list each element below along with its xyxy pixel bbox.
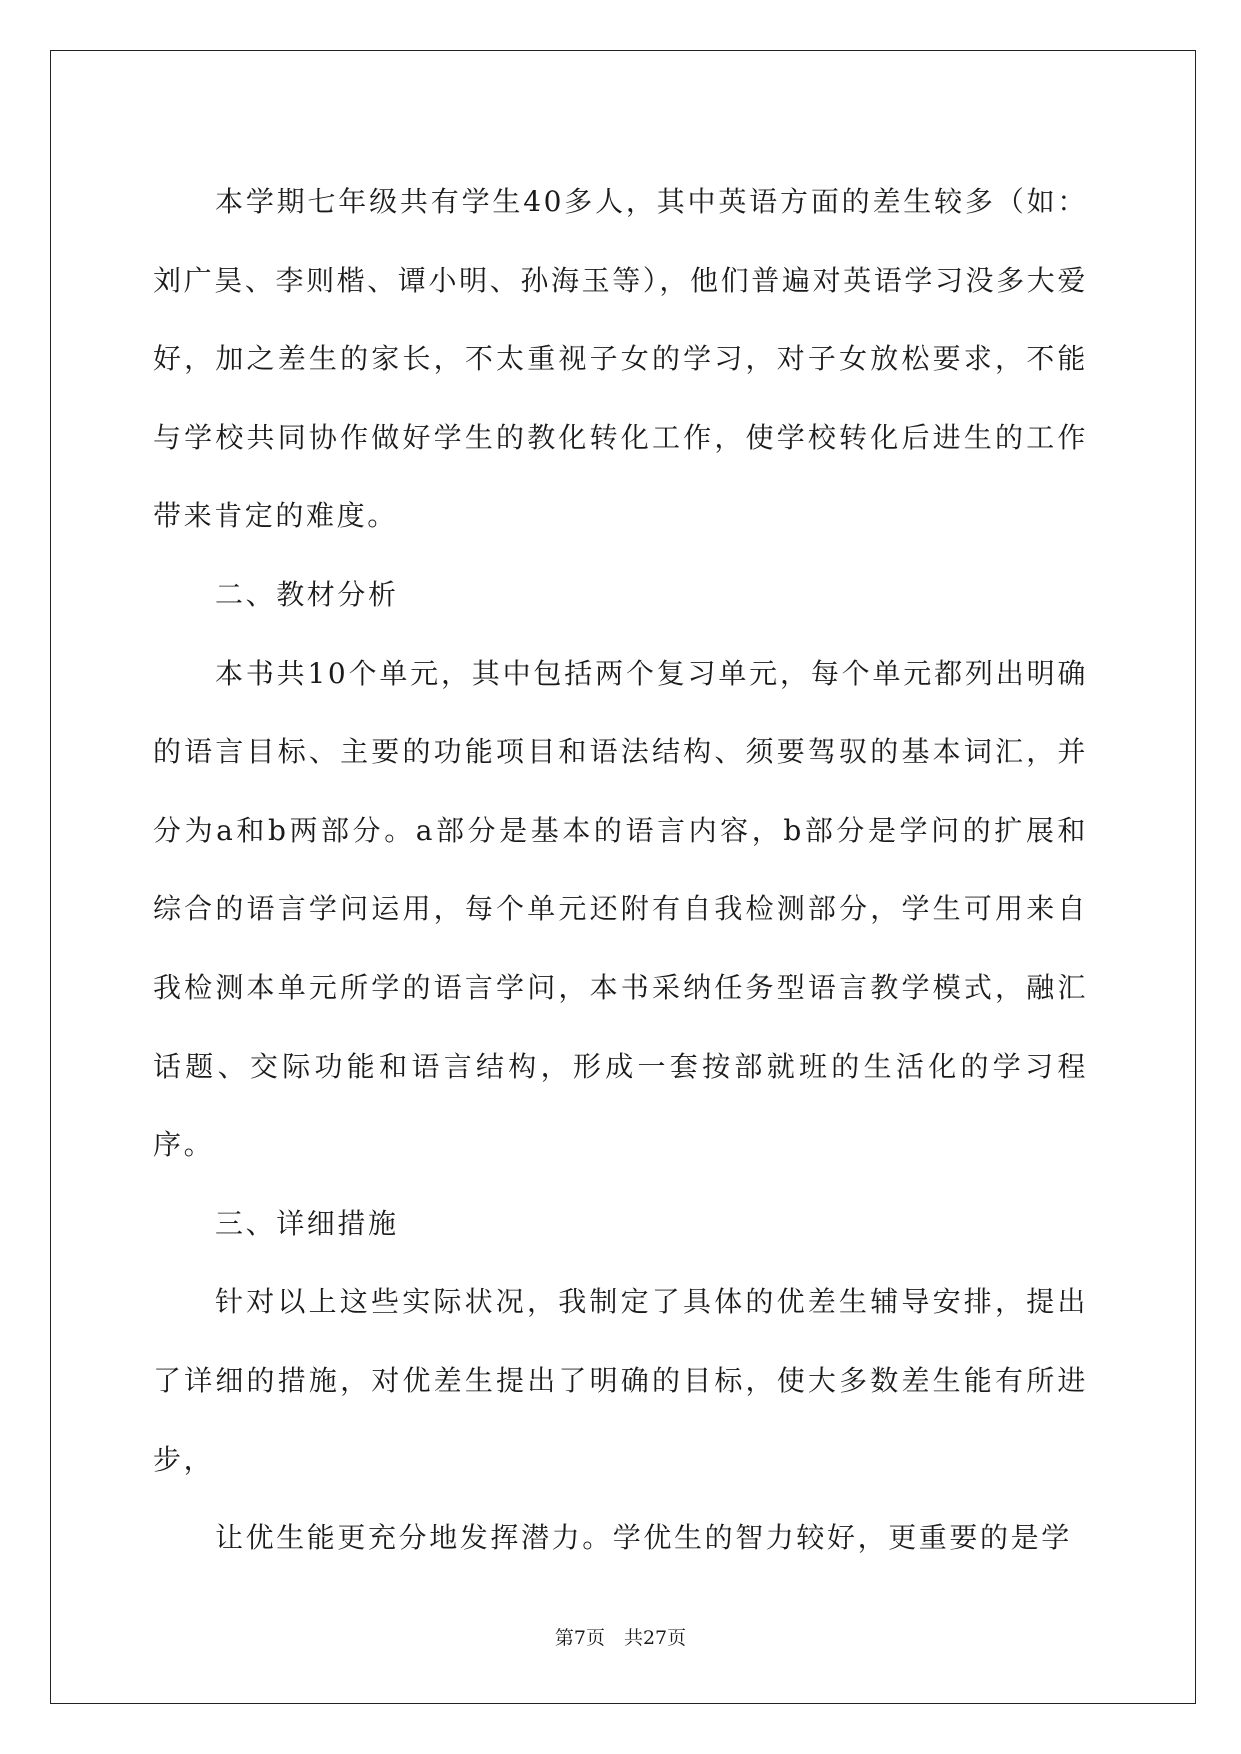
section-heading-detailed-measures: 三、详细措施 [215,1206,399,1240]
document-body [153,163,1088,1578]
section-heading-textbook-analysis: 二、教材分析 [215,577,399,611]
paragraph-textbook-analysis: 本书共10个单元，其中包括两个复习单元，每个单元都列出明确的语言目标、主要的功能项目和语法结构、须要驾驭的基本词汇，并分为a和b两部分。a部分是基本的语言内容，b部分是学问的扩展和综合的语言学问运用，每个单元还附有自我检测部分，学生可用来自我检测本单元所学的语言学问，本书采纳任务型语言教学模式，融汇话题、交际功能和语言结构，形成一套按部就班的生活化的学习程序。 [153,656,1088,1162]
paragraph-top-students: 让优生能更充分地发挥潜力。学优生的智力较好，更重要的是学 [215,1521,1072,1555]
paragraph-measures: 针对以上这些实际状况，我制定了具体的优差生辅导安排，提出了详细的措施，对优差生提出了明确的目标，使大多数差生能有所进步， [153,1285,1088,1476]
paragraph-student-situation: 本学期七年级共有学生40多人，其中英语方面的差生较多（如：刘广昊、李则楷、谭小明、孙海玉等），他们普遍对英语学习没多大爱好，加之差生的家长，不太重视子女的学习，对子女放松要求，不能与学校共同协作做好学生的教化转化工作，使学校转化后进生的工作带来肯定的难度。 [153,185,1088,533]
page-number-footer: 第7页 共27页 [554,1627,687,1649]
